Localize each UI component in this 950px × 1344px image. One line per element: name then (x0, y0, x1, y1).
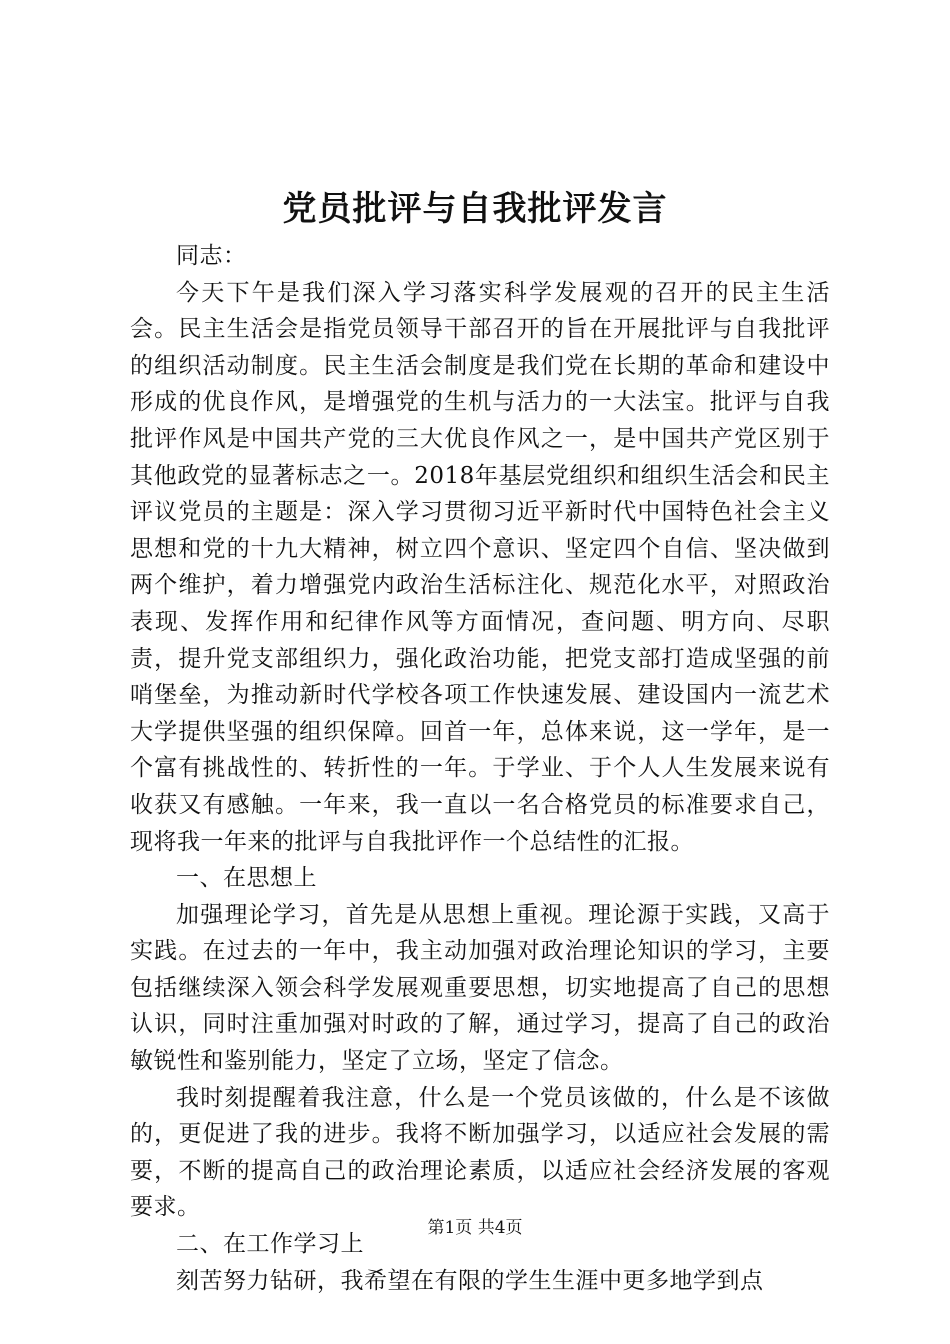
page-number-footer: 第1页 共4页 (427, 1218, 523, 1238)
document-body (130, 238, 830, 1299)
intro-paragraph: 今天下午是我们深入学习落实科学发展观的召开的民主生活会。民主生活会是指党员领导干部召开的旨在开展批评与自我批评的组织活动制度。民主生活会制度是我们党在长期的革命和建设中形成的优良作风，是增强党的生机与活力的一大法宝。批评与自我批评作风是中国共产党的三大优良作风之一，是中国共产党区别于其他政党的显著标志之一。2018年基层党组织和组织生活会和民主评议党员的主题是：深入学习贯彻习近平新时代中国特色社会主义思想和党的十九大精神，树立四个意识、坚定四个自信、坚决做到两个维护，着力增强党内政治生活标注化、规范化水平，对照政治表现、发挥作用和纪律作风等方面情况，查问题、明方向、尽职责，提升党支部组织力，强化政治功能，把党支部打造成坚强的前哨堡垒，为推动新时代学校各项工作快速发展、建设国内一流艺术大学提供坚强的组织保障。回首一年，总体来说，这一学年，是一个富有挑战性的、转折性的一年。于学业、于个人人生发展来说有收获又有感触。一年来，我一直以一名合格党员的标准要求自己，现将我一年来的批评与自我批评作一个总结性的汇报。 (130, 279, 830, 855)
section2-paragraph-1: 刻苦努力钻研，我希望在有限的学生生涯中更多地学到点 (176, 1267, 764, 1294)
section1-paragraph-2: 我时刻提醒着我注意，什么是一个党员该做的，什么是不该做的，更促进了我的进步。我将不断加强学习，以适应社会发展的需要，不断的提高自己的政治理论素质，以适应社会经济发展的客观要求。 (130, 1084, 830, 1221)
section-heading-work-study: 二、在工作学习上 (176, 1231, 364, 1258)
document-title: 党员批评与自我批评发言 (282, 189, 668, 229)
salutation: 同志： (176, 243, 247, 269)
section1-paragraph-1: 加强理论学习，首先是从思想上重视。理论源于实践，又高于实践。在过去的一年中，我主动加强对政治理论知识的学习，主要包括继续深入领会科学发展观重要思想，切实地提高了自己的思想认识，同时注重加强对时政的了解，通过学习，提高了自己的政治敏锐性和鉴别能力，坚定了立场，坚定了信念。 (130, 901, 830, 1075)
section-heading-thought: 一、在思想上 (176, 865, 317, 892)
